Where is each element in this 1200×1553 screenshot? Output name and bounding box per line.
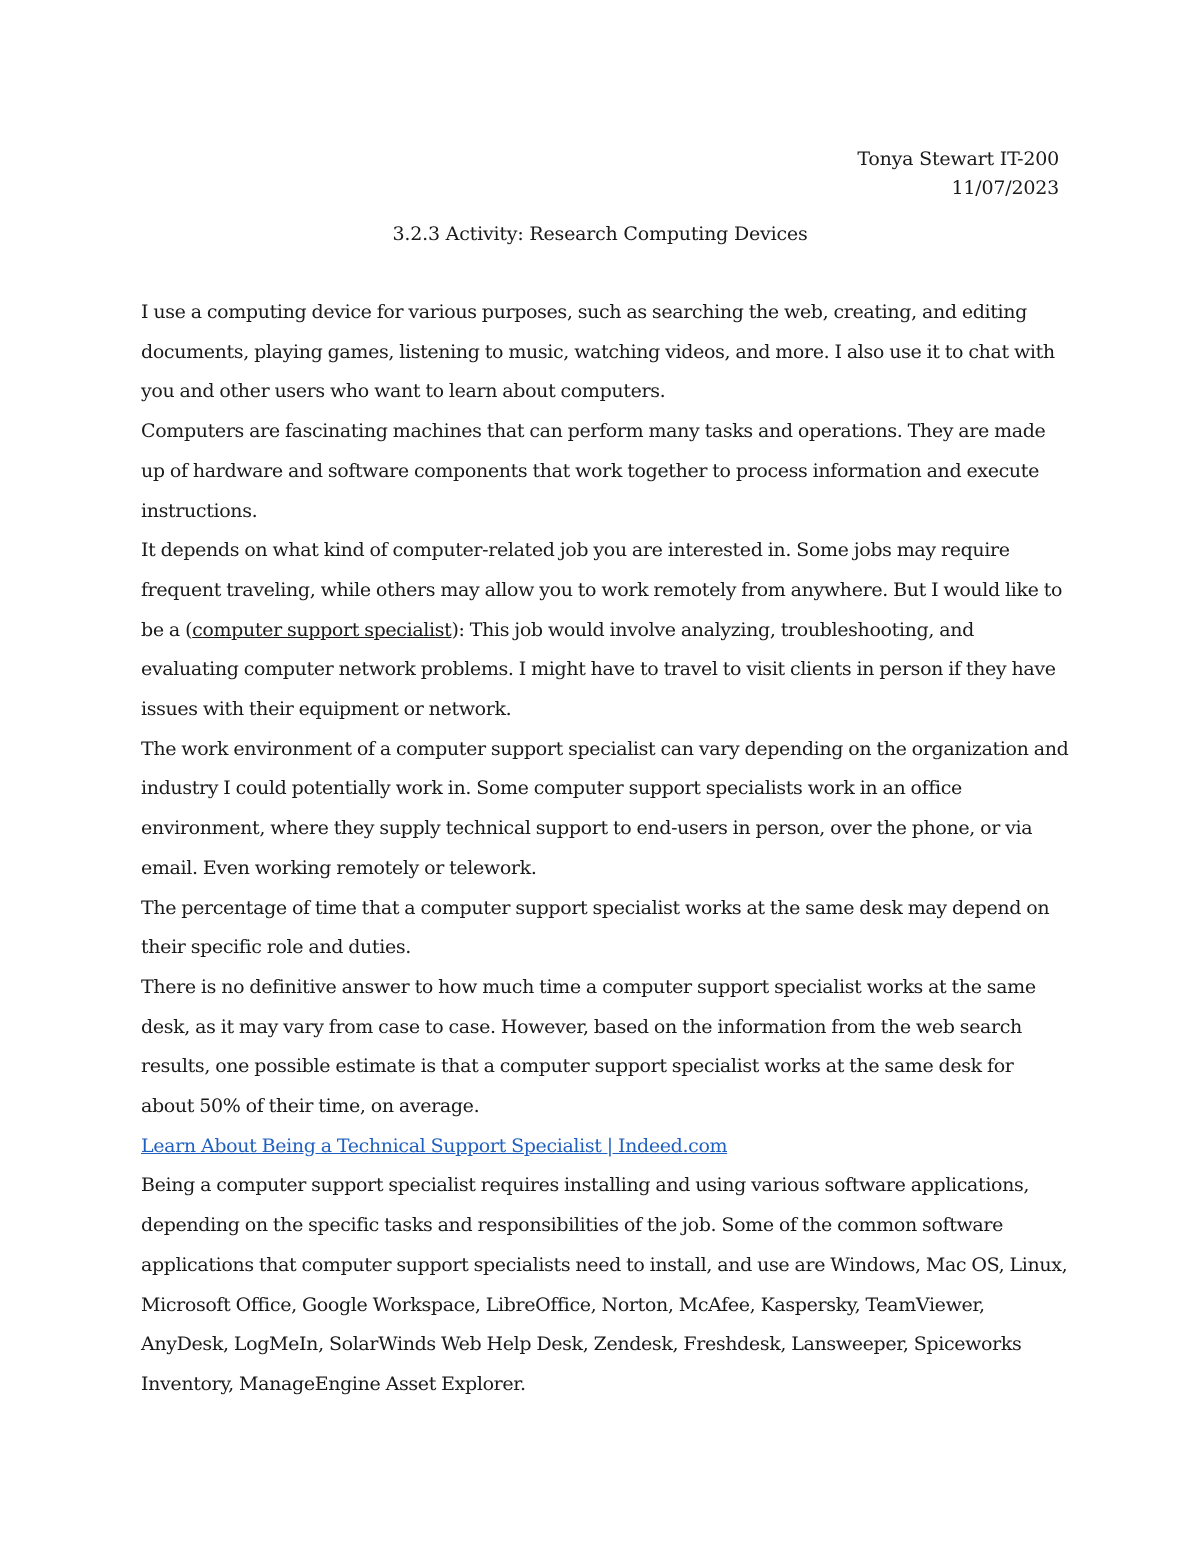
- link-paragraph: [141, 1127, 1071, 1167]
- job-choice-text-end: ): This job would involve analyzing, troubleshooting, and evaluating computer network problems. I might have to travel to visit clients in person if they have issues with their equipment or network.: [141, 618, 1056, 721]
- paragraph-work-environment: The work environment of a computer support specialist can vary depending on the organization and industry I could potentially work in. Some computer support specialists work in an office environment, where they supply technical support to end-users in person, over the phone, or via email. Even working remotely or telework.: [141, 737, 1069, 879]
- date-line: 11/07/2023: [951, 177, 1059, 199]
- paragraph-device-usage: I use a computing device for various purposes, such as searching the web, creating, and editing documents, playing games, listening to music, watching videos, and more. I also use it to chat with you and other users who want to learn about computers.: [141, 301, 1055, 403]
- document-header: [857, 145, 1059, 203]
- document-title: 3.2.3 Activity: Research Computing Devices: [392, 223, 808, 245]
- paragraph-desk-time: The percentage of time that a computer support specialist works at the same desk may depend on their specific role and duties.: [141, 896, 1050, 959]
- paragraph-software: Being a computer support specialist requires installing and using various software applications, depending on the specific tasks and responsibilities of the job. Some of the common software applications that computer support specialists need to install, and use are Windows, Mac OS, Linux, Microsoft Office, Google Workspace, LibreOffice, Norton, McAfee, Kaspersky, TeamViewer, AnyDesk, LogMeIn, SolarWinds Web Help Desk, Zendesk, Freshdesk, Lansweeper, Spiceworks Inventory, ManageEngine Asset Explorer.: [141, 1174, 1068, 1395]
- paragraph-job-choice: [141, 531, 1071, 730]
- job-choice-text-start: It depends on what kind of computer-related job you are interested in. Some jobs may require frequent traveling, while others may allow you to work remotely from anywhere. But I would like to be a (: [141, 539, 1063, 641]
- indeed-link[interactable]: Learn About Being a Technical Support Specialist | Indeed.com: [141, 1134, 728, 1157]
- paragraph-computers: Computers are fascinating machines that can perform many tasks and operations. They are made up of hardware and software components that work together to process information and execute instructions.: [141, 420, 1046, 522]
- document-body: [141, 293, 1071, 1405]
- author-course-line: Tonya Stewart IT-200: [857, 148, 1059, 170]
- job-title-underlined: computer support specialist: [192, 618, 452, 641]
- paragraph-desk-estimate: There is no definitive answer to how much time a computer support specialist works at the same desk, as it may vary from case to case. However, based on the information from the web search results, one possible estimate is that a computer support specialist works at the same desk for about 50% of their time, on average.: [141, 975, 1036, 1118]
